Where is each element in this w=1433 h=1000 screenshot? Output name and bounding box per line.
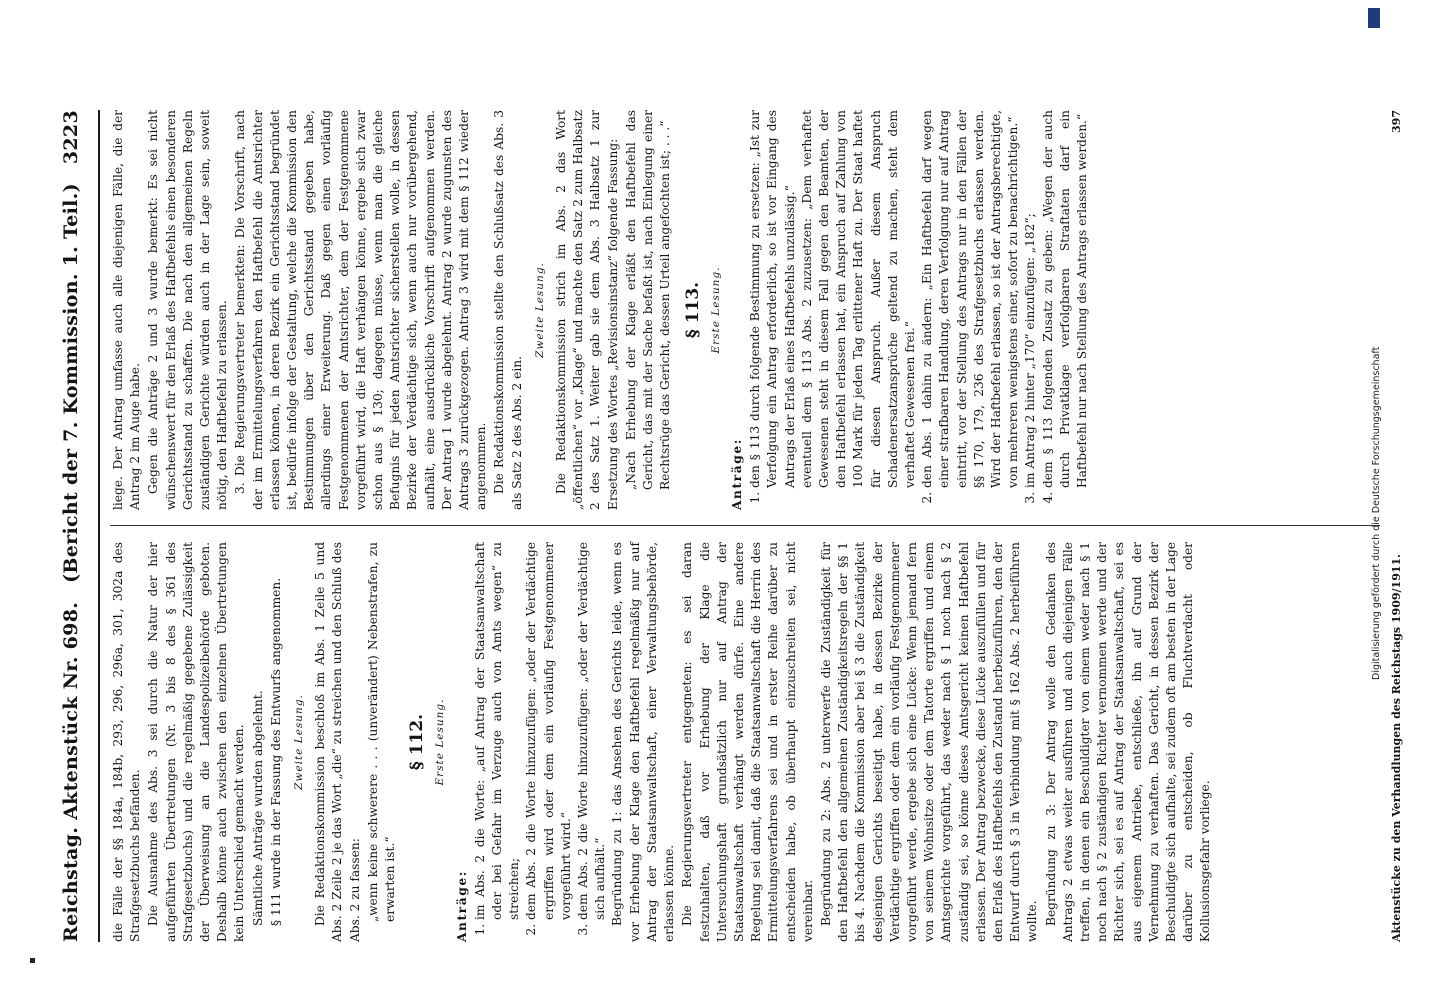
paragraph: Die Redaktionskommission beschloß im Abs. 1 Zeile 5 und Abs. 2 Zeile 2 je das Wort „die“ zu streichen und den Schluß des Abs. 2 zu fassen: — [313, 542, 362, 942]
section-heading: § 113. — [682, 281, 703, 339]
reading-heading: Zweite Lesung. — [293, 694, 306, 790]
reading-heading: Erste Lesung. — [434, 698, 447, 786]
list-item — [747, 110, 919, 488]
paragraph: liege. Der Antrag umfasse auch alle diejenigen Fälle, die der Antrag 2 im Auge habe. — [111, 110, 143, 510]
list-item-text: den § 113 durch folgende Bestimmung zu ersetzen: „Ist zur Verfolgung ein Antrag erforderlich, so ist vor Eingang des Antrags der Erlaß eines Haftbefehls unzulässig.“ — [748, 110, 797, 488]
header-title: Reichstag. Aktenstück Nr. 698. — [60, 601, 82, 942]
reading-heading: Erste Lesung. — [709, 266, 722, 354]
motion-list — [747, 110, 1091, 510]
page-footer — [1390, 110, 1403, 942]
quote: „wenn keine schwerere . . . (unverändert) Nebenstrafen, zu erwarten ist.“ — [365, 542, 398, 922]
dfg-logo — [1368, 8, 1380, 28]
digitization-note — [1371, 30, 1383, 690]
list-item: 4. dem § 113 folgenden Zusatz zu geben: „Wegen der auch durch Privatklage verfolgbaren Straftaten darf ein Haftbefehl nur nach Stellung des Antrags erlassen werden.“ — [1040, 110, 1092, 488]
list-item: 2. dem Abs. 2 die Worte hinzuzufügen: „oder der Verdächtige ergriffen wird oder dem ein vorläufig Festgenommener vorgeführt wird.“ — [523, 542, 575, 920]
header-subtitle: (Bericht der 7. Kommission. 1. Teil.) — [60, 183, 82, 583]
paragraph: Begründung zu 2: Abs. 2 unterwerfe die Zuständigkeit für den Haftbefehl den allgemeinen Zuständigkeitsregeln der §§ 1 bis 4. Nachdem die Kommission aber bei § 3 die Zuständigkeit desjenigen Gerichts beseitigt habe, in dessen Bezirke der Verdächtige ergriffen oder dem ein vorläufig Festgenommener vorgeführt werde, ergebe sich eine Lücke: Wenn jemand fern von seinem Wohnsitze oder dem Tatorte ergriffen und einem Amtsgerichte vorgeführt, das weder nach § 1 noch nach § 2 zuständig sei, so könne dieses Amtsgericht keinen Haftbefehl erlassen. Der Antrag bezwecke, diese Lücke auszufüllen und für den Erlaß des Haftbefehls den Zustand herbeizuführen, den der Entwurf durch § 3 in Verbindung mit § 162 Abs. 2 herbeiführen wollte. — [818, 542, 1040, 942]
footer-source: Aktenstücke zu den Verhandlungen des Reichstags 1909/1911. — [1390, 554, 1403, 942]
paragraph: Die Ausnahme des Abs. 3 sei durch die Natur der hier aufgeführten Übertretungen (Nr. 3 bis 8 des § 361 des Strafgesetzbuchs) und die regelmäßig gegebene Zulässigkeit der Überweisung an die Landespolizeibehörde geboten. Deshalb könne auch zwischen den einzelnen Übertretungen kein Unterschied gemacht werden. — [146, 542, 247, 942]
paragraph: Begründung zu 1: das Ansehen des Gerichts leide, wenn es vor Erhebung der Klage den Haftbefehl regelmäßig nur auf Antrag der Staatsanwaltschaft, einer Verwaltungsbehörde, erlassen könne. — [610, 542, 677, 942]
section-heading: § 112. — [407, 713, 428, 771]
right-column — [110, 110, 1091, 510]
paragraph: Die Regierungsvertreter entgegneten: es sei daran festzuhalten, daß vor Erhebung der Klage die Untersuchungshaft grundsätzlich nur auf Antrag der Staatsanwaltschaft verhängt werden dürfe. Eine andere Regelung sei damit, daß die Staatsanwaltschaft die Herrin des Ermittelungsverfahrens sei und in erster Reihe darüber zu entscheiden habe, ob überhaupt einzuschreiten sei, nicht vereinbar. — [680, 542, 815, 942]
document-page — [50, 90, 1433, 960]
paragraph: Begründung zu 3: Der Antrag wolle den Gedanken des Antrags 2 etwas weiter ausführen und auch diejenigen Fälle treffen, in denen ein Beschuldigter von einem weder nach § 1 noch nach § 2 zuständigen Richter vernommen werde und der Richter sich, sei es auf Antrag der Staatsanwaltschaft, sei es aus eigenem Antriebe, entschließe, ihn auf Grund der Vernehmung zu verhaften. Das Gericht, in dessen Bezirk der Beschuldigte sich aufhalte, sei zudem oft am besten in der Lage darüber zu entscheiden, ob Fluchtverdacht oder Kollusionsgefahr vorliege. — [1043, 542, 1213, 942]
quote: „Nach Erhebung der Klage erläßt den Haftbefehl das Gericht, das mit der Sache befaßt ist, nach Einlegung einer Rechtsrüge das Gericht, dessen Urteil angefochten ist; . . .“ — [623, 110, 673, 490]
left-column — [110, 542, 1216, 942]
paragraph: Sämtliche Anträge wurden abgelehnt. — [250, 690, 265, 926]
page-number: 3223 — [60, 110, 82, 165]
paragraph: § 111 wurde in der Fassung des Entwurfs angenommen. — [268, 577, 283, 926]
paragraph: die Fälle der §§ 184a, 184b, 293, 296, 296a, 301, 302a des Strafgesetzbuchs befänden. — [111, 542, 143, 942]
page-header — [60, 110, 94, 942]
list-item: 2. den Abs. 1 dahin zu ändern: „Ein Haftbefehl darf wegen einer strafbaren Handlung, deren Verfolgung nur auf Antrag eintritt, vor der Stellung des Antrags nur in den Fällen der §§ 170, 179, 236 des Strafgesetzbuchs erlassen werden. Wird der Haftbefehl erlassen, so ist der Antragsberechtigte, von mehreren wenigstens einer, sofort zu benachrichtigen.“ — [919, 110, 1022, 488]
paragraph: 3. Die Regierungsvertreter bemerkten: Die Vorschrift, nach der im Ermittelungsverfahren den Haftbefehl die Amtsrichter erlassen können, in deren Bezirk ein Gerichtsstand begründet ist, bedürfe infolge der Gestaltung, welche die Kommission den Bestimmungen über den Gerichtsstand gegeben habe, allerdings einer Erweiterung. Daß gegen einen vorläufig Festgenommenen der Amtsrichter, dem der Festgenommene vorgeführt wird, die Haft verhängen könne, ergebe sich zwar schon aus § 130; dagegen müsse, wenn man die gleiche Befugnis für jeden Amtsrichter sicherstellen wolle, in dessen Bezirke der Verdächtige sich, wenn auch nur vorübergehend, aufhält, eine ausdrückliche Vorschrift aufgenommen werden. Der Antrag 1 wurde abgelehnt. Antrag 2 wurde zugunsten des Antrags 3 zurückgezogen. Antrag 3 wird mit dem § 112 wieder angenommen. — [233, 110, 489, 510]
header-rule — [98, 110, 100, 942]
column-divider — [110, 525, 1380, 526]
footer-signature: 397 — [1390, 110, 1403, 133]
list-item: 1. im Abs. 2 die Worte: „auf Antrag der Staatsanwaltschaft oder bei Gefahr im Verzuge auch von Amts wegen“ zu streichen; — [472, 542, 524, 920]
paragraph: Die Redaktionskommission stellte den Schlußsatz des Abs. 3 als Satz 2 des Abs. 2 ein. — [492, 110, 524, 510]
list-item: 3. im Antrag 2 hinter „170“ einzufügen: „182“; — [1022, 110, 1039, 488]
paragraph: Gegen die Anträge 2 und 3 wurde bemerkt: Es sei nicht wünschenswert für den Erlaß des Haftbefehls einen besonderen Gerichtsstand zu schaffen. Die nach den allgemeinen Regeln zuständigen Gerichte würden auch in der Lage sein, soweit nötig, den Haftbefehl zu erlassen. — [146, 110, 230, 510]
motions-label: Anträge: — [729, 438, 744, 510]
reading-heading: Zweite Lesung. — [533, 262, 546, 358]
motions-label: Anträge: — [454, 870, 469, 942]
paragraph: Die Redaktionskommission strich im Abs. 2 das Wort „öffentlichen“ vor „Klage“ und machte den Satz 2 zum Halbsatz 2 des Satz 1. Weiter gab sie dem Abs. 3 Halbsatz 1 zur Ersetzung des Wortes „Revisionsinstanz“ folgende Fassung: — [554, 110, 620, 510]
motion-list — [472, 542, 610, 942]
list-item-text: eventuell dem § 113 Abs. 2 zuzusetzen: „Dem verhaftet Gewesenen steht in diesem Fall gegen den Beamten, der den Haftbefehl erlassen hat, ein Anspruch auf Zahlung von 100 Mark für jeden Tag erlittener Haft zu. Der Staat haftet für diesen Anspruch. Außer diesem Anspruch Schadenersatzansprüche geltend zu machen, steht dem verhaftet Gewesenen frei.“ — [799, 110, 917, 488]
scan-mark — [30, 958, 35, 963]
digitization-note-text: Digitalisierung gefördert durch die Deutsche Forschungsgemeinschaft — [1371, 346, 1382, 680]
list-item: 3. dem Abs. 2 die Worte hinzuzufügen: „oder der Verdächtige sich aufhält.“ — [575, 542, 609, 920]
